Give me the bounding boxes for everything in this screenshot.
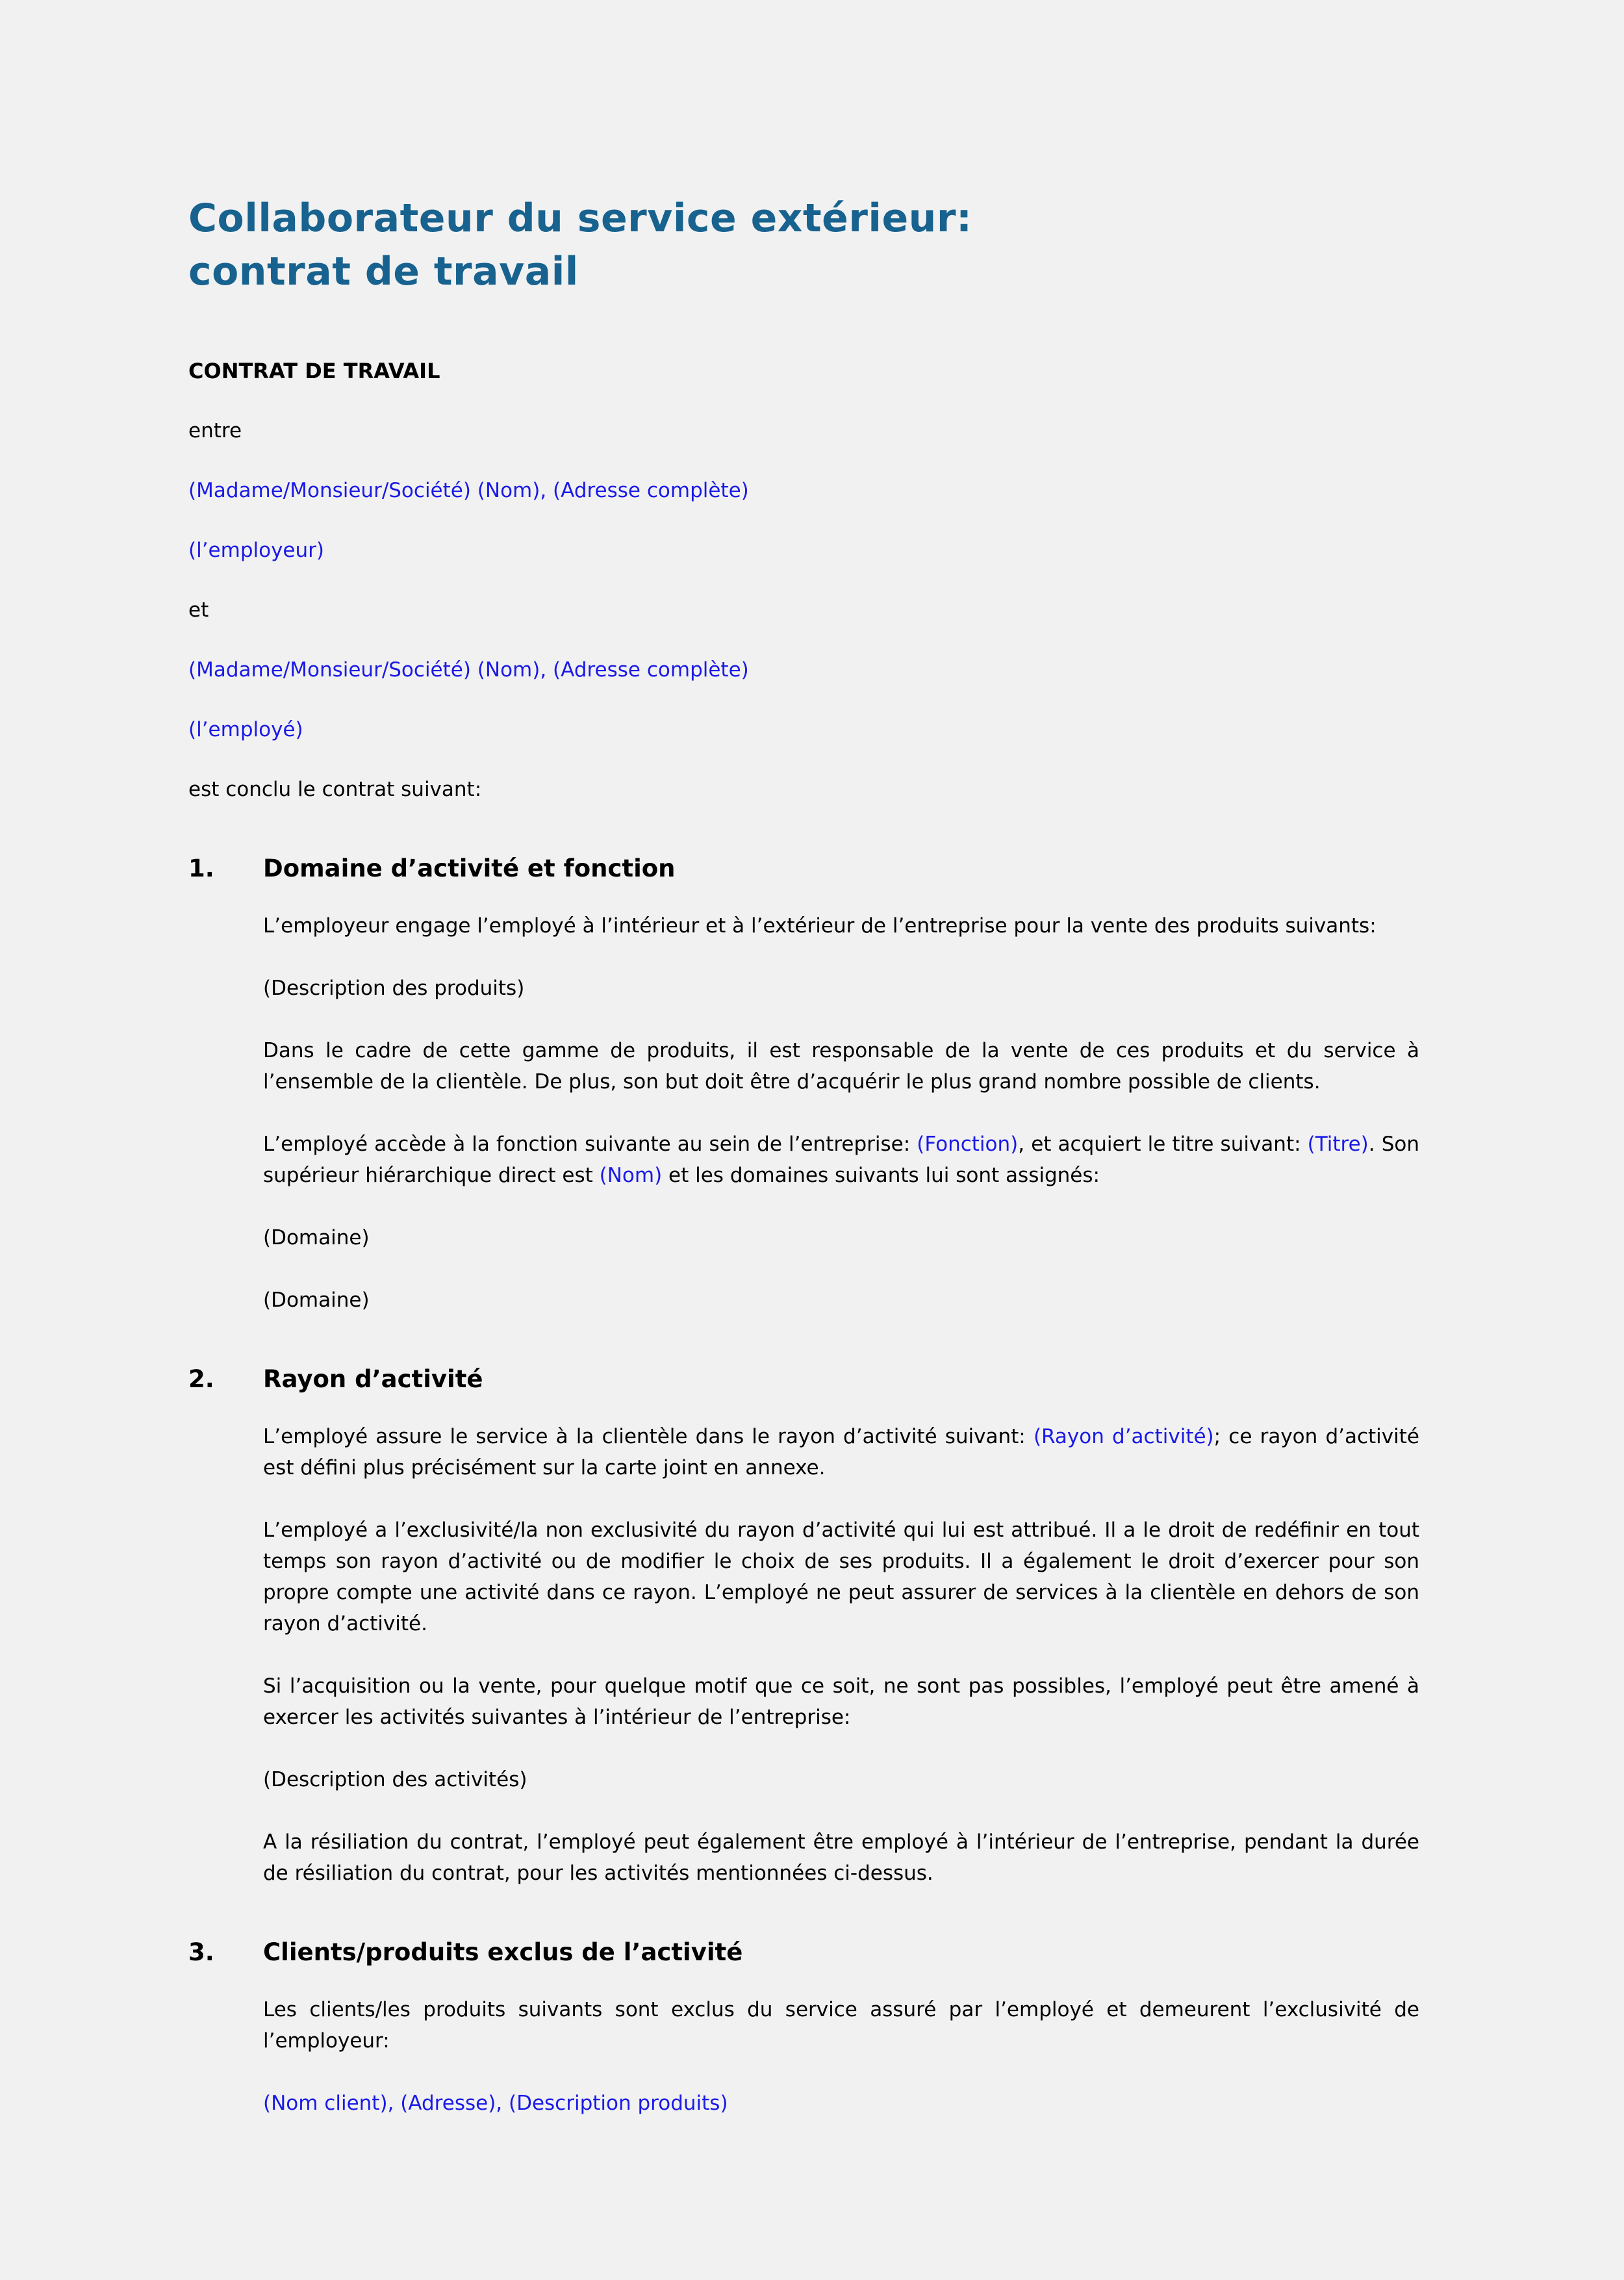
paragraph	[263, 2088, 1419, 2119]
placeholder-line: (l’employé)	[188, 718, 303, 741]
page-title	[188, 192, 1419, 298]
paragraph	[263, 1515, 1419, 1639]
section-number: 3.	[188, 1938, 214, 1966]
text-run: (Description des activités)	[263, 1768, 527, 1791]
paragraph	[263, 1035, 1419, 1097]
section-number: 2.	[188, 1365, 214, 1393]
placeholder-field: (Rayon d’activité)	[1033, 1425, 1214, 1448]
text-run: Dans le cadre de cette gamme de produits, il est responsable de la vente de ces produits et du service à l’ensemble de la clientèle. De plus, son but doit être d’acquérir le plus grand nombre possible de clients.	[263, 1039, 1419, 1094]
text-run: A la résiliation du contrat, l’employé peut également être employé à l’intérieur de l’entreprise, pendant la durée de résiliation du contrat, pour les activités mentionnées ci-dessus.	[263, 1830, 1419, 1885]
paragraph	[263, 1671, 1419, 1733]
text-run: ; ce rayon d’activité est défini plus précisément sur la carte joint en annexe.	[263, 1425, 1419, 1479]
text-run: (Domaine)	[263, 1288, 370, 1312]
text-run: L’employé assure le service à la clientèle dans le rayon d’activité suivant:	[263, 1425, 1034, 1448]
paragraph	[263, 1285, 1419, 1316]
paragraph	[263, 910, 1419, 941]
text-run: et les domaines suivants lui sont assignés:	[662, 1164, 1100, 1187]
text-run: Les clients/les produits suivants sont exclus du service assuré par l’employé et demeurent l’exclusivité de l’employeur:	[263, 1998, 1419, 2053]
contract-intro	[188, 355, 1419, 805]
text-run: L’employeur engage l’employé à l’intérieur et à l’extérieur de l’entreprise pour la vente des produits suivants:	[263, 914, 1377, 938]
placeholder-line: (Madame/Monsieur/Société) (Nom), (Adresse complète)	[188, 479, 749, 502]
section-title: Domaine d’activité et fonction	[263, 854, 676, 882]
intro-line: entre	[188, 419, 242, 442]
page-title-line2: contrat de travail	[188, 249, 579, 294]
section-title: Clients/produits exclus de l’activité	[263, 1938, 743, 1966]
placeholder-line: (Madame/Monsieur/Société) (Nom), (Adresse complète)	[188, 658, 749, 682]
section	[188, 1936, 1419, 2119]
text-run: Si l’acquisition ou la vente, pour quelque motif que ce soit, ne sont pas possibles, l’employé peut être amené à exercer les activités suivantes à l’intérieur de l’entreprise:	[263, 1674, 1419, 1729]
page-title-line1: Collaborateur du service extérieur:	[188, 196, 972, 241]
text-run: (Description des produits)	[263, 977, 525, 1000]
section-title: Rayon d’activité	[263, 1365, 483, 1393]
text-run: , et acquiert le titre suivant:	[1018, 1133, 1308, 1156]
paragraph	[263, 1826, 1419, 1889]
paragraph	[263, 1994, 1419, 2056]
paragraph	[263, 1764, 1419, 1795]
placeholder-field: (Fonction)	[917, 1133, 1019, 1156]
text-run: . Son supérieur hiérarchique direct est	[263, 1133, 1420, 1187]
paragraph	[263, 1222, 1419, 1253]
section-heading	[188, 1363, 1419, 1396]
paragraph	[263, 1421, 1419, 1483]
section	[188, 1363, 1419, 1889]
contract-subtitle: CONTRAT DE TRAVAIL	[188, 359, 440, 383]
placeholder-field: (Titre)	[1307, 1133, 1369, 1156]
placeholder-field: (Nom)	[599, 1164, 663, 1187]
text-run: L’employé accède à la fonction suivante au sein de l’entreprise:	[263, 1133, 917, 1156]
text-run: L’employé a l’exclusivité/la non exclusivité du rayon d’activité qui lui est attribué. Il a le droit de redéfinir en tout temps son rayon d’activité ou de modifier le choix de ses produits. Il a également le droit d’exercer pour son propre compte une activité dans ce rayon. L’employé ne peut assurer de services à la clientèle en dehors de son rayon d’activité.	[263, 1518, 1419, 1635]
paragraph	[263, 1129, 1419, 1191]
text-run: (Domaine)	[263, 1226, 370, 1249]
intro-line: et	[188, 598, 209, 622]
section-heading	[188, 1936, 1419, 1969]
placeholder-field: (Nom client), (Adresse), (Description produits)	[263, 2092, 728, 2115]
contract-sections	[188, 852, 1419, 2119]
intro-line: est conclu le contrat suivant:	[188, 778, 482, 801]
section-heading	[188, 852, 1419, 886]
paragraph	[263, 973, 1419, 1004]
section-number: 1.	[188, 854, 214, 882]
placeholder-line: (l’employeur)	[188, 539, 324, 562]
section	[188, 852, 1419, 1316]
